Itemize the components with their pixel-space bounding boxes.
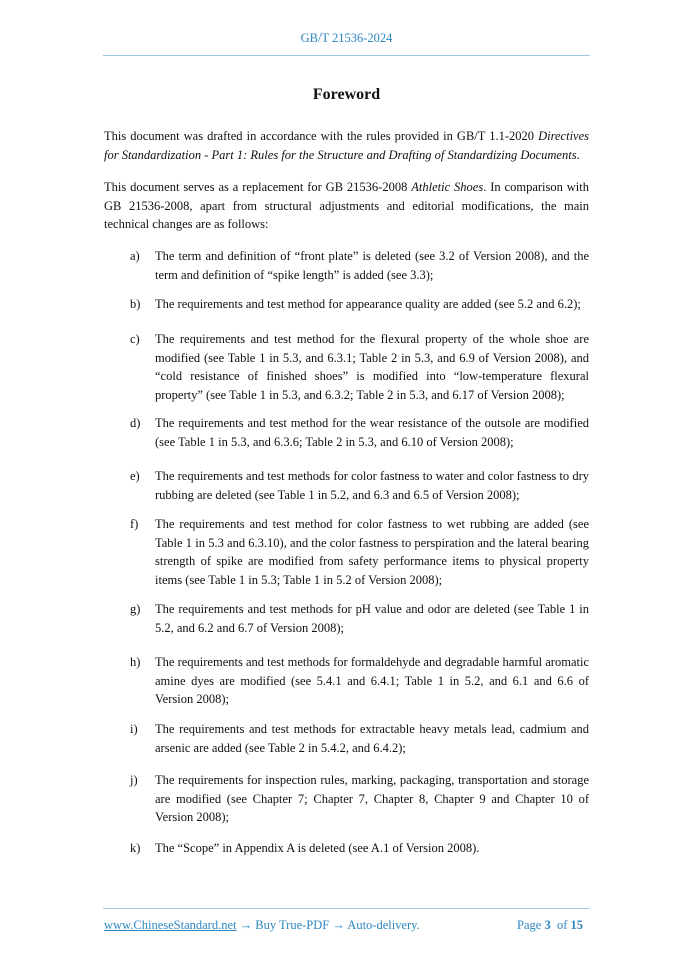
list-item [130,720,589,757]
page-number [517,918,583,933]
item-text: The requirements and test method for appearance quality are added (see 5.2 and 6.2); [155,297,581,311]
header-divider [103,55,590,56]
intro-paragraph-1 [104,127,589,164]
item-label: d) [130,416,141,430]
list-item [130,330,589,404]
item-label: c) [130,332,140,346]
item-text: The requirements and test methods for extractable heavy metals lead, cadmium and arsenic are added (see Table 2 in 5.4.2, and 6.4.2); [155,722,589,755]
page-title: Foreword [312,86,381,103]
item-label: i) [130,722,138,736]
item-label: a) [130,249,140,263]
website-link[interactable]: www.ChineseStandard.net [104,918,237,932]
list-item [130,467,589,504]
para-text: This document serves as a replacement for GB 21536-2008 [104,180,412,194]
list-item [130,771,589,827]
footer-tagline: → Buy True-PDF → Auto-delivery. [236,918,420,932]
item-text: The term and definition of “front plate” is deleted (see 3.2 of Version 2008), and the term and definition of “spike length” is added (see 3.3); [155,249,589,282]
item-text: The requirements and test method for the flexural property of the whole shoe are modified (see Table 1 in 5.3, and 6.3.1; Table 2 in 5.3, and 6.9 of Version 2008), and “cold resistance of finished shoes” is modified into “low-temperature flexural property” (see Table 1 in 5.3, and 6.3.2; Table 2 in 5.3, and 6.17 of Version 2008); [155,332,589,402]
list-item [130,515,589,589]
item-label: j) [130,773,138,787]
list-item [130,414,589,451]
list-item [130,247,589,284]
item-label: h) [130,655,141,669]
item-text: The requirements and test methods for color fastness to water and color fastness to dry rubbing are deleted (see Table 1 in 5.2, and 6.3 and 6.5 of Version 2008); [155,469,589,502]
item-text: The requirements for inspection rules, marking, packaging, transportation and storage are modified (see Chapter 7; Chapter 7, Chapter 8, Chapter 9 and Chapter 10 of Version 2008); [155,773,589,825]
item-label: e) [130,469,140,483]
item-text: The requirements and test method for color fastness to wet rubbing are added (see Table 1 in 5.3 and 6.3.10), and the color fastness to perspiration and the lateral bearing strength of spike are modified from safety performance items to physical property items (see Table 1 in 5.3; Table 1 in 5.2 of Version 2008); [155,517,589,587]
item-label: f) [130,517,139,531]
doc-title-italic: Athletic Shoes [411,180,484,194]
item-text: The requirements and test methods for formaldehyde and degradable harmful aromatic amine dyes are modified (see 5.4.1 and 6.4.1; Table 1 in 5.2, and 6.1 and 6.6 of Version 2008); [155,655,589,707]
para-text: This document was drafted in accordance with the rules provided in GB/T 1.1-2020 [104,129,539,143]
para-text: . In comparison with GB 21536-2008, apart from structural adjustments and editorial modifications, the main technical changes are as follows: [104,180,589,232]
page-footer [104,918,589,933]
item-label: b) [130,297,141,311]
item-text: The “Scope” in Appendix A is deleted (see A.1 of Version 2008). [155,841,480,855]
current-page: 3 [544,918,551,932]
para-text: . [576,147,580,162]
item-label: k) [130,841,141,855]
item-text: The requirements and test method for the wear resistance of the outsole are modified (see Table 1 in 5.3, and 6.3.6; Table 2 in 5.3, and 6.10 of Version 2008); [155,416,589,449]
list-item [130,295,589,314]
page-label: Page [517,918,542,932]
total-pages: 15 [570,918,583,932]
of-label: of [556,918,568,932]
list-item [130,839,589,858]
item-text: The requirements and test methods for pH value and odor are deleted (see Table 1 in 5.2, and 6.2 and 6.7 of Version 2008); [155,602,589,635]
intro-paragraph-2 [104,178,589,234]
running-header: GB/T 21536-2024 [300,31,393,45]
doc-title-italic: Directives for Standardization - Part 1: Rules for the Structure and Drafting of Standardizing Documents [104,129,589,162]
footer-divider [103,908,590,909]
item-label: g) [130,602,141,616]
list-item [130,653,589,709]
list-item [130,600,589,637]
